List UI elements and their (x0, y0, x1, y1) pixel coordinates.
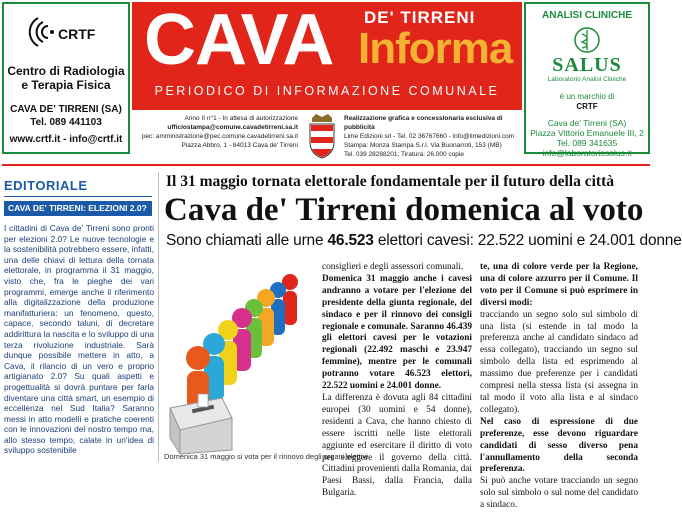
article-paragraph: Si può anche votare tracciando un segno solo sul simbolo o sul nome del candidato a sindaco. (480, 476, 638, 511)
illustration-caption: Domenica 31 maggio si vota per il rinnovo degli organi elettivi (164, 452, 368, 461)
article-paragraph: Nel caso di espressione di due preferenze, esse devono riguardare candidati di sesso diverso pena l'annullamento della seconda preferenza. (480, 416, 638, 475)
ad-city: CAVA DE' TIRRENI (SA) (10, 104, 122, 115)
masthead-rule (2, 164, 650, 166)
publication-info-right (344, 114, 522, 159)
ballot-box-icon (170, 394, 232, 454)
info-email[interactable]: ufficiostampa@comune.cavadetirreni.sa.it (167, 124, 298, 131)
article-column-1 (322, 262, 472, 500)
masthead-de-tirreni: DE' TIRRENI (364, 8, 476, 27)
article-paragraph: consiglieri e degli assessori comunali. (322, 262, 464, 272)
salus-logo-word: SALUS (552, 54, 622, 76)
crtf-mini-logo: CRTF (576, 102, 598, 111)
ad-web-link[interactable]: www.crtf.it - info@crtf.it (9, 134, 123, 145)
editorial-text: I cittadini di Cava de' Tirreni sono pronti per elezioni 2.0? Le nuove tecnologie e la sostenibilità potrebbero essere, infatti, una delle chiavi di lettura della tornata elettorale, in programma il 31 maggio, visto che, fra le pieghe dei vari programmi, emerge anche il riferimento alla digitalizzazione della produzione manifatturiera: un fenomeno, questo, capace, secondo taluni, di decretare addirittura la nascita e lo sviluppo di una terza rivoluzione industriale. Sarà dunque possibile mettere in atto, a Cava, il rilancio di un vero e proprio artigianato 2.0? Su quali aspetti e progettualità si dovrà puntare per farla diventare una città smart, un esempio di eccellenza nel Sud Italia? Saranno messi in atto modelli e pratiche coerenti con le innovazioni del nostro tempo ma, allo stesso tempo, calate in un'idea di sviluppo sostenibile (4, 223, 154, 456)
masthead-title (132, 2, 522, 110)
article-paragraph: te, una di colore verde per la Regione, una di colore azzurro per il Comune. Il voto per il Comune si può esprimere in diversi modi: (480, 262, 638, 308)
ad-salus-title: ANALISI CLINICHE (542, 10, 632, 21)
masthead-periodico: PERIODICO DI INFORMAZIONE COMUNALE (154, 84, 500, 98)
crtf-logo-text: CRTF (58, 26, 96, 42)
publication-info (132, 112, 522, 162)
info-line: Tel. 039 28288201; Tiratura: 26.000 copie (344, 151, 464, 158)
ad-crtf[interactable] (2, 2, 130, 154)
publication-info-left (132, 114, 298, 150)
subhead-number: 46.523 (327, 232, 374, 249)
voters-illustration (162, 258, 312, 454)
article-headline: Cava de' Tirreni domenica al voto (164, 192, 644, 228)
column-divider (158, 172, 159, 462)
info-address: Piazza Abbro, 1 - 84013 Cava de' Tirreni (181, 142, 298, 149)
editorial-rule (4, 196, 152, 197)
info-pec[interactable]: pec: amministrazione@pec.comune.cavadetirreni.sa.it (141, 133, 298, 140)
article-paragraph: La differenza è dovuta agli 84 cittadini europei (30 uomini e 54 donne), residenti a Cava, che hanno chiesto di essere iscritti nelle liste elettorali aggiunte ed esercitare il diritto di voto per eleggere il governo della città. Cittadini provenienti dalla Romania, dai Paesi Bassi, dalla Francia, dalla Bulgaria. (322, 392, 472, 499)
ad-salus[interactable] (524, 2, 650, 158)
ad-salus-line: Cava de' Tirreni (SA) (547, 118, 627, 128)
article-subhead (166, 232, 682, 250)
ad-salus-email[interactable]: info@laboratoriosalus.it (542, 148, 632, 158)
info-line: Anno II n°1 - In attesa di autorizzazione (184, 115, 298, 122)
article-kicker: Il 31 maggio tornata elettorale fondamentale per il futuro della città (166, 173, 614, 190)
info-line: Realizzazione grafica e concessionaria esclusiva di pubblicità (344, 115, 503, 131)
article-column-2 (480, 262, 638, 512)
ad-marchio: è un marchio di (559, 92, 615, 101)
editorial-heading: EDITORIALE (4, 178, 88, 193)
masthead-cava: CAVA (144, 0, 334, 80)
info-line: Stampa: Monza Stampa S.r.l. Via Buonarroti, 153 (MB) (344, 142, 502, 149)
ad-salus-line: Tel. 089 341635 (556, 138, 618, 148)
subhead-text: elettori cavesi: 22.522 uomini e 24.001 donne (373, 232, 682, 249)
subhead-text: Sono chiamati alle urne (166, 232, 328, 249)
ad-salus-line: Piazza Vittorio Emanuele III, 2 (530, 128, 644, 138)
masthead-informa: Informa (358, 24, 513, 73)
city-crest-icon (304, 112, 340, 160)
article-paragraph: Domenica 31 maggio anche i cavesi andranno a votare per l'elezione del presidente della giunta regionale, del sindaco e per il rinnovo dei consigli regionale e comunale. Saranno 46.439 gli elettori cavesi per le votazioni regionali (22.492 maschi e 23.947 femmine), mentre per le comunali potranno votare 46.523 elettori, 22.522 uomini e 24.001 donne. (322, 273, 472, 392)
article-paragraph: tracciando un segno solo sul simbolo di una lista (si estende in tal modo la preferenza anche al candidato sindaco ad essa collegato), tracciando un segno sul simbolo della lista ed esprimendo al massimo due preferenze per i candidati compresi nella stessa lista (si assegna in tal modo il voto alla lista e al sindaco collegato). (480, 309, 638, 415)
salus-logo-sub: Laboratorio Analisi Cliniche (547, 76, 627, 83)
ad-phone: Tel. 089 441103 (30, 117, 102, 128)
ad-center-name: Centro di Radiologia e Terapia Fisica (7, 64, 125, 92)
info-line: Lime Edizioni srl - Tel. 02 36767660 - info@limedizioni.com (344, 133, 515, 140)
editorial-title-bar: CAVA DE' TIRRENI: ELEZIONI 2.0? (4, 201, 152, 216)
